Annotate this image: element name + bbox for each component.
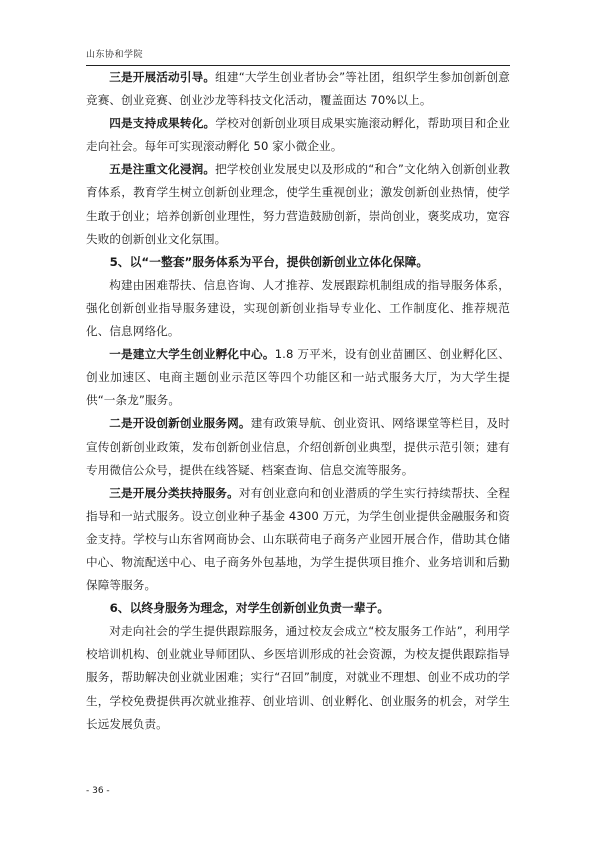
section-heading-5: 5、以“一整套”服务体系为平台，提供创新创业立体化保障。 bbox=[109, 254, 429, 269]
page-header bbox=[86, 45, 510, 66]
paragraph-lead: 一是建立大学生创业孵化中心。 bbox=[109, 347, 275, 362]
paragraph-text: 1.8 万平米，设有创业苗圃区、创业孵化区、创业加速区、电商主题创业示范区等四个功能区和一站式服务大厅，为大学生提供“一条龙”服务。 bbox=[86, 347, 510, 408]
paragraph-text: 构建由困难帮扶、信息咨询、人才推荐、发展跟踪机制组成的指导服务体系，强化创新创业指导服务建设，实现创新创业指导专业化、工作制度化、推荐规范化、信息网络化。 bbox=[86, 277, 510, 339]
paragraph-lead: 五是注重文化浸润。 bbox=[109, 162, 216, 177]
paragraph-text: 建有政策导航、创业资讯、网络课堂等栏目，及时宣传创新创业政策，发布创新创业信息，介绍创新创业典型，提供示范引领；建有专用微信公众号，提供在线答疑、档案查询、信息交流等服务。 bbox=[86, 416, 510, 477]
paragraph-lead: 三是开展分类扶持服务。 bbox=[109, 485, 239, 500]
paragraph-activity-guidance bbox=[86, 66, 510, 112]
paragraph-classified-support bbox=[86, 482, 510, 597]
paragraph-service-system bbox=[86, 274, 510, 343]
paragraph-lead: 二是开设创新创业服务网。 bbox=[109, 416, 251, 431]
paragraph-incubation-center bbox=[86, 343, 510, 412]
paragraph-culture bbox=[86, 158, 510, 250]
paragraph-text: 把学校创业发展史以及形成的“和合”文化纳入创新创业教育体系，教育学生树立创新创业理念，使学生重视创业；激发创新创业热情，使学生敢于创业；培养创新创业理性，努力营造鼓励创新，崇尚创业，褒奖成功，宽容失败的创新创业文化氛围。 bbox=[86, 162, 510, 246]
paragraph-text: 组建“大学生创业者协会”等社团，组织学生参加创新创意竞赛、创业竞赛、创业沙龙等科技文化活动，覆盖面达 70%以上。 bbox=[86, 70, 510, 108]
paragraph-text: 对走向社会的学生提供跟踪服务，通过校友会成立“校友服务工作站”，利用学校培训机构、创业就业导师团队、乡医培训形成的社会资源，为校友提供跟踪指导服务，帮助解决创业就业困难；实行“召回”制度，对就业不理想、创业不成功的学生，学校免费提供再次就业推荐、创业培训、创业孵化、创业服务的机会，对学生长远发展负责。 bbox=[86, 624, 510, 731]
paragraph-text: 对有创业意向和创业潜质的学生实行持续帮扶、全程指导和一站式服务。设立创业种子基金 4300 万元，为学生创业提供金融服务和资金支持。学校与山东省网商协会、山东联荷电子商务产业园开展合作，借助其仓储中心、物流配送中心、电子商务外包基地，为学生提供项目推介、业务培训和后勤保障等服务。 bbox=[86, 485, 510, 593]
document-body bbox=[86, 66, 510, 736]
paragraph-lead: 四是支持成果转化。 bbox=[109, 116, 216, 131]
paragraph-result-conversion bbox=[86, 112, 510, 158]
paragraph-lifelong-service bbox=[86, 620, 510, 735]
paragraph-lead: 三是开展活动引导。 bbox=[109, 70, 216, 84]
section-heading-6: 6、以终身服务为理念，对学生创新创业负责一辈子。 bbox=[109, 601, 390, 616]
header-title: 山东协和学院 bbox=[86, 50, 144, 60]
paragraph-service-network bbox=[86, 412, 510, 481]
paragraph-text: 学校对创新创业项目成果实施滚动孵化，帮助项目和企业走向社会。每年可实现滚动孵化 50 家小微企业。 bbox=[86, 116, 510, 154]
page-number: - 36 - bbox=[86, 786, 110, 796]
